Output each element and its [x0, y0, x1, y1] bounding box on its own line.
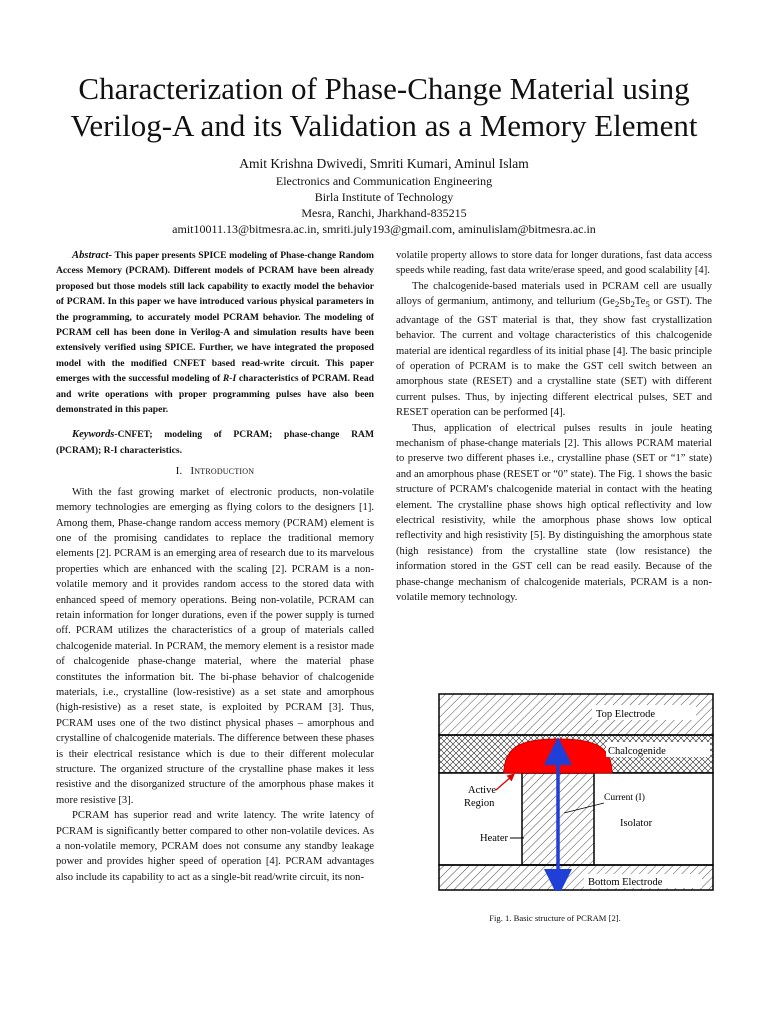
gst-text-b: Sb: [619, 296, 631, 308]
intro-paragraph-1: With the fast growing market of electronic products, non-volatile memory technologies are emerging as flying colors to the designers [1]. Among them, Phase-change random access memory (PCRAM) element is one of the promising candidates to replace the traditional memory elements [2]. PCRAM is an emerging area of research due to its marvelous properties which are enhanced with the scaling [2]. PCRAM is a non-volatile memory and it provides random access to the stored data with enhanced speed of memory operations. Being non-volatile, PCRAM can retain information for longer durations, even if the power supply is turned off. PCRAM utilizes the characteristics of a group of materials called chalcogenide material. In PCRAM, the memory element is a resistor made of chalcogenide phase-change material, where the material phase constitutes the information bit. The bi-phase behavior of chalcogenide materials, i.e., crystalline (low-resistive) as a set state and amorphous (high-resistive) as a reset state, is exploited by PCRAM [3]. Thus, PCRAM uses one of the two distinct physical phases – amorphous and crystalline of chalcogenide materials. The difference between these phases is their electrical resistance which is due to their different molecular structure. The organized structure of the crystalline phase makes it less resistive and the disorganized structure of the amorphous phase makes it more resistive [3].: [56, 486, 374, 806]
paper-title: [40, 70, 728, 144]
label-active-region-2: Region: [464, 798, 495, 809]
label-current: Current (I): [604, 793, 645, 803]
subscript-sb: 2: [630, 299, 635, 310]
author-block: [40, 155, 728, 237]
label-active-region-1: Active: [468, 785, 496, 796]
subscript-ge: 2: [614, 299, 620, 310]
author-names: Amit Krishna Dwivedi, Smriti Kumari, Aminul Islam: [239, 156, 529, 171]
label-chalcogenide: Chalcogenide: [608, 746, 666, 757]
right-paragraph-2: Thus, application of electrical pulses results in joule heating mechanism of phase-change materials [2]. This allows PCRAM material to preserve two different phases i.e., crystalline phase (SET or “1” state) and an amorphous phase (RESET or “0” state). The Fig. 1 shows the basic structure of PCRAM's chalcogenide material in contact with the heating element. The crystalline phase shows high optical reflectivity and low electrical resistivity, while the amorphous phase shows low optical reflectivity and high resistivity [5]. By distinguishing the amorphous state (high resistance) from the crystalline state (low resistance) the information stored in the GST cell can be read easily. Because of the phase-change mechanism of chalcogenide materials, PCRAM is a non-volatile memory technology.: [396, 422, 712, 604]
keywords-text: -CNFET; modeling of PCRAM; phase-change RAM (PCRAM); R-I characteristics.: [56, 429, 374, 456]
keywords-label: Keywords: [72, 429, 115, 441]
section-title: Introduction: [190, 465, 255, 478]
label-heater: Heater: [480, 833, 508, 844]
label-top-electrode: Top Electrode: [596, 709, 656, 720]
author-emails: amit10011.13@bitmesra.ac.in, smriti.july193@gmail.com, aminulislam@bitmesra.ac.in: [172, 222, 596, 236]
left-column: [56, 248, 374, 885]
gst-text-d: or GST). The advantage of the GST material is that, they show fast crystallization behavior. The current and voltage characteristics of this chalcogenide material are identical regardless of its initial phase [4]. The basic principle of operation of PCRAM is to make the GST cell switch between an amorphous state (RESET) and a crystalline state (SET) with different current pulses. Thus, by injecting different electrical pulses, SET and RESET operation can be performed [4].: [396, 296, 712, 419]
affiliation-location: Mesra, Ranchi, Jharkhand-835215: [301, 206, 467, 220]
subscript-te: 5: [645, 299, 650, 310]
gst-text-a: The chalcogenide-based materials used in PCRAM cell are usually alloys of germanium, antimony, and tellurium (Ge: [396, 280, 712, 308]
affiliation-dept: Electronics and Communication Engineering: [275, 174, 493, 188]
right-paragraph-0: volatile property allows to store data for longer durations, fast data access speeds while reading, fast data write/erase speed, and good scalability [4].: [396, 250, 712, 277]
label-bottom-electrode: Bottom Electrode: [588, 877, 663, 888]
section-numeral: I.: [175, 465, 183, 478]
right-paragraph-1: [396, 279, 712, 421]
abstract-ri: R-I: [222, 373, 237, 385]
pcram-diagram: [438, 693, 714, 891]
pcram-structure-figure: [438, 693, 714, 891]
right-column: [396, 248, 712, 605]
label-isolator: Isolator: [620, 818, 653, 829]
keywords: [56, 427, 374, 458]
abstract-text-1: This paper presents SPICE modeling of Phase-change Random Access Memory (PCRAM). Different models of PCRAM have been already proposed but those models still lack capability to exactly model the behavior of PCRAM. In this paper we have introduced various physical parameters in the programming, to accurately model PCRAM behavior. The modeling of PCRAM cell has been done in Verilog-A and simulation results have been extensively verified using SPICE. Further, we have integrated the proposed model with the modified CNFET based read-write circuit. This paper emerges with the successful modeling of: [56, 250, 374, 385]
intro-paragraph-2: PCRAM has superior read and write latency. The write latency of PCRAM is significantly better compared to other non-volatile devices. As a non-volatile memory, PCRAM does not consume any standby leakage power and provides higher speed of operation [4]. PCRAM advantages also include its capability to act as a single-bit read/write circuit, its non-: [56, 810, 374, 883]
abstract-text-2: characteristics of PCRAM. Read and write operations with proper programming pulses have also been demonstrated in this paper.: [56, 373, 375, 416]
affiliation-institute: Birla Institute of Technology: [314, 190, 454, 204]
title-line-2: Verilog-A and its Validation as a Memory Element: [70, 108, 698, 143]
gst-text-c: Te: [634, 296, 646, 308]
abstract-label: Abstract-: [72, 250, 113, 261]
figure-caption: Fig. 1. Basic structure of PCRAM [2].: [489, 913, 621, 923]
title-line-1: Characterization of Phase-Change Material using: [78, 71, 690, 106]
abstract: [56, 248, 374, 417]
section-heading-introduction: [56, 464, 374, 479]
